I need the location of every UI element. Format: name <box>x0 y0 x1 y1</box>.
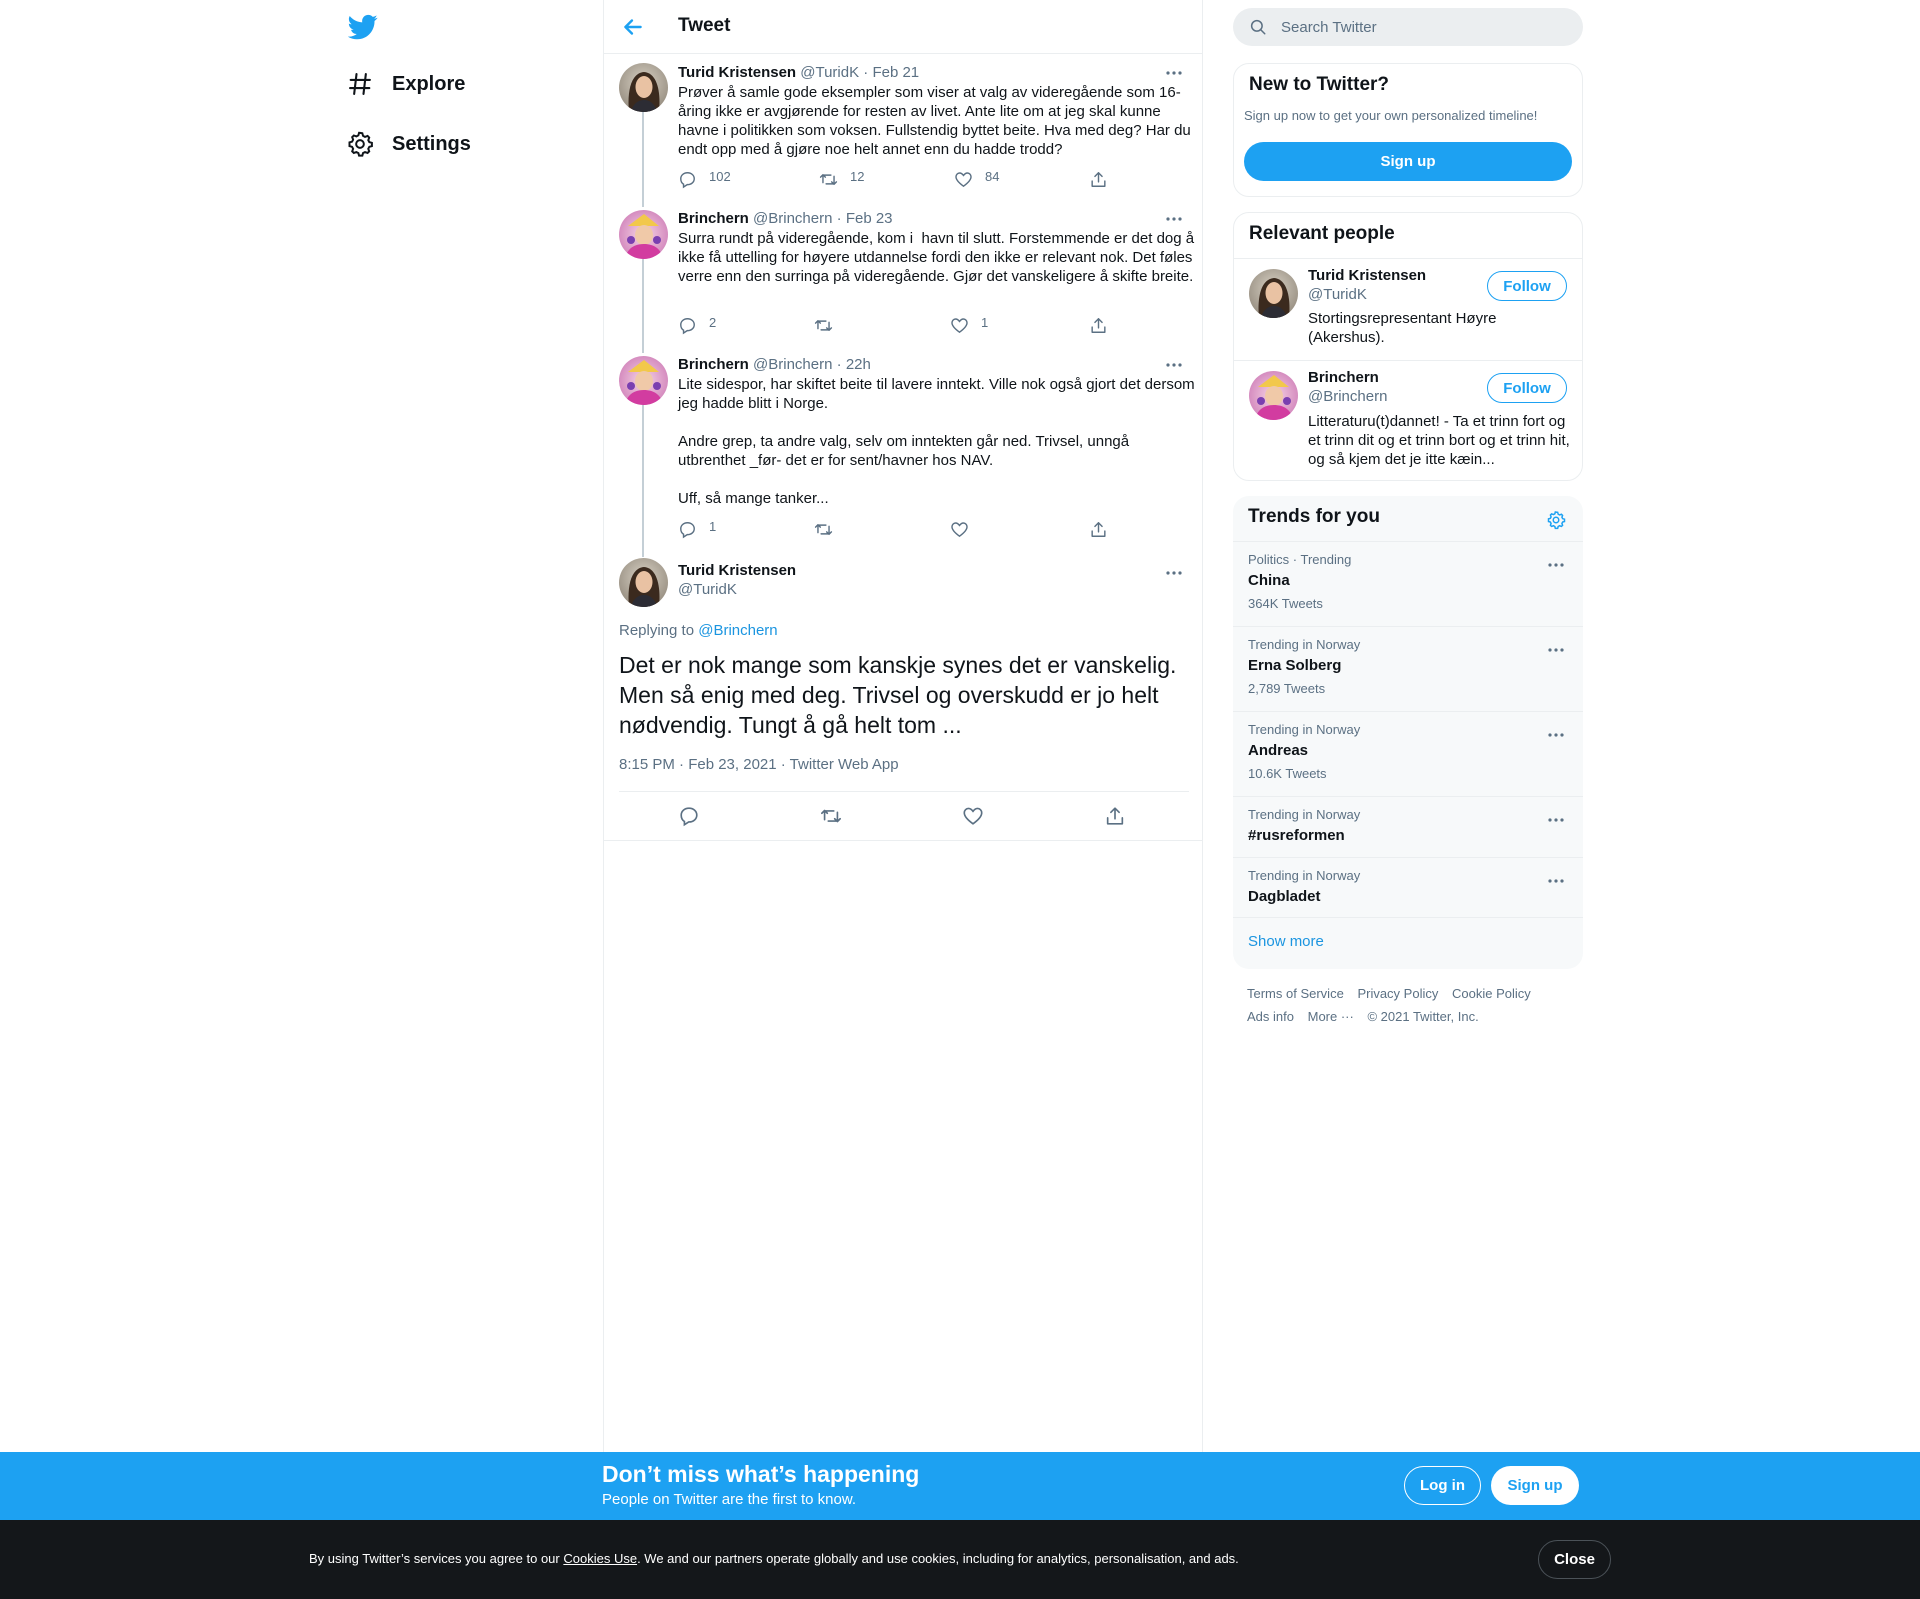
trend-name: Erna Solberg <box>1248 657 1342 674</box>
person-bio: Litteraturu(t)dannet! - Ta et trinn fort og et trinn dit og et trinn bort og et trinn hit, og så kjem det je itte kæin... <box>1308 413 1570 468</box>
thread-line <box>642 344 644 353</box>
person-item[interactable] <box>1234 258 1582 360</box>
hashtag-icon <box>346 70 374 98</box>
more-icon[interactable] <box>1546 813 1566 827</box>
avatar[interactable] <box>1249 269 1298 318</box>
retweet-button[interactable] <box>814 520 845 539</box>
tweet-header <box>678 356 871 373</box>
tweet-actions <box>678 170 1118 192</box>
separator: · <box>836 356 842 373</box>
main-tweet-actions <box>604 791 1203 841</box>
tweet-text: Prøver å samle gode eksempler som viser at valg av videregående som 16-åring ikke er avgjørende for resten av livet. Ante lite om at jeg skal kunne havne i politikken som voksen. Fullstendig byttet beite. Hva med deg? Har du endt opp med å gjøre noe helt annet enn du hadde trodd? <box>678 84 1195 158</box>
tweet-header <box>678 210 893 227</box>
tweet-column <box>603 0 1203 1452</box>
banner-title: Don’t miss what’s happening <box>602 1461 920 1487</box>
retweet-icon <box>814 316 833 335</box>
share-button[interactable] <box>1089 316 1108 335</box>
privacy-link[interactable]: Privacy Policy <box>1357 986 1439 1001</box>
reply-icon[interactable] <box>678 805 700 827</box>
tweet-header <box>678 64 919 81</box>
cookie-bar <box>0 1520 1920 1599</box>
avatar[interactable] <box>619 63 668 112</box>
replying-prefix: Replying to <box>619 622 695 639</box>
tweet-time[interactable]: 22h <box>845 356 871 373</box>
heart-icon <box>954 170 973 189</box>
retweet-button[interactable] <box>819 170 864 189</box>
tweet-meta[interactable]: 8:15 PM · Feb 23, 2021 · Twitter Web App <box>619 756 899 773</box>
trend-name: #rusreformen <box>1248 827 1345 844</box>
author-handle[interactable]: @Brinchern <box>753 210 833 227</box>
trend-context: Trending in Norway <box>1248 637 1361 652</box>
trend-count: 2,789 Tweets <box>1248 681 1326 696</box>
replying-to <box>619 622 778 639</box>
banner-subtitle: People on Twitter are the first to know. <box>602 1491 857 1508</box>
tweet-text: Surra rundt på videregående, kom i havn til slutt. Forstemmende er det dog å ikke få uttelling for høyere utdannelse fordi den ikke er relevant nok. Det føles verre enn den surringa på videregående. Gjør det vanskeligere å skifte breite. <box>678 230 1199 285</box>
share-icon <box>1089 170 1108 189</box>
author-handle[interactable]: @TuridK <box>800 64 860 81</box>
signup-banner <box>0 1452 1920 1520</box>
thread-line <box>642 198 644 207</box>
retweet-button[interactable] <box>814 316 845 335</box>
avatar[interactable] <box>619 210 668 259</box>
more-icon[interactable] <box>1546 874 1566 888</box>
tweet-actions <box>678 520 1118 542</box>
reply-icon <box>678 316 697 335</box>
thread-line <box>642 112 644 202</box>
share-icon <box>1089 520 1108 539</box>
heart-icon <box>950 520 969 539</box>
main-tweet <box>604 550 1203 840</box>
separator: · <box>863 64 869 81</box>
retweet-icon[interactable] <box>820 805 842 827</box>
trend-context: Trending in Norway <box>1248 807 1361 822</box>
trend-item[interactable] <box>1233 711 1583 796</box>
thread-line <box>642 258 644 346</box>
trend-name: Andreas <box>1248 742 1309 759</box>
tweet-actions <box>678 316 1118 338</box>
trend-context: Politics · Trending <box>1248 552 1352 567</box>
share-button[interactable] <box>1089 170 1108 189</box>
trend-item[interactable] <box>1233 857 1583 917</box>
trend-item[interactable] <box>1233 626 1583 711</box>
replying-to-link[interactable]: @Brinchern <box>698 622 778 639</box>
like-count: 84 <box>985 169 1000 184</box>
share-icon <box>1089 316 1108 335</box>
footer-links <box>1247 1009 1489 1024</box>
more-link[interactable]: More ··· <box>1307 1009 1354 1024</box>
page-title: Tweet <box>678 15 731 36</box>
retweet-icon <box>819 170 838 189</box>
more-icon[interactable] <box>1164 212 1184 226</box>
more-icon[interactable] <box>1546 558 1566 572</box>
footer-links <box>1247 986 1541 1001</box>
avatar[interactable] <box>619 558 668 607</box>
person-handle[interactable]: @TuridK <box>1308 286 1367 303</box>
ads-info-link[interactable]: Ads info <box>1247 1009 1294 1024</box>
heart-icon <box>950 316 969 335</box>
reply-count: 102 <box>709 169 731 184</box>
search-box[interactable] <box>1233 8 1583 46</box>
divider <box>604 840 1203 841</box>
trends-card <box>1233 496 1583 969</box>
divider <box>1233 917 1583 918</box>
like-button[interactable] <box>950 520 981 539</box>
reply-count: 2 <box>709 315 717 330</box>
relevant-people-title: Relevant people <box>1249 223 1395 244</box>
more-icon[interactable] <box>1546 728 1566 742</box>
thread-line <box>642 404 644 552</box>
trend-context: Trending in Norway <box>1248 868 1361 883</box>
thread-line <box>642 548 644 557</box>
share-icon[interactable] <box>1104 805 1126 827</box>
author-handle[interactable]: @TuridK <box>678 581 737 598</box>
nav-settings[interactable] <box>346 124 471 164</box>
reply-button[interactable] <box>678 520 716 539</box>
share-button[interactable] <box>1089 520 1108 539</box>
nav-explore-label: Explore <box>392 72 466 95</box>
search-input[interactable] <box>1281 8 1571 46</box>
trend-name: China <box>1248 572 1290 589</box>
reply-count: 1 <box>709 519 717 534</box>
person-name[interactable]: Turid Kristensen <box>1308 267 1427 284</box>
author-name[interactable]: Brinchern <box>678 356 749 373</box>
gear-icon <box>346 130 374 158</box>
trend-item[interactable] <box>1233 541 1583 626</box>
tweet-time[interactable]: Feb 23 <box>845 210 893 227</box>
trend-name: Dagbladet <box>1248 888 1321 905</box>
follow-button[interactable]: Follow <box>1487 373 1567 403</box>
retweet-icon <box>814 520 833 539</box>
tweet-time[interactable]: Feb 21 <box>872 64 920 81</box>
trend-context: Trending in Norway <box>1248 722 1361 737</box>
column-header <box>604 0 1203 54</box>
avatar[interactable] <box>619 356 668 405</box>
cookie-suffix: . We and our partners operate globally and use cookies, including for analytics, personalisation, and ads. <box>637 1551 1239 1566</box>
separator: · <box>836 210 842 227</box>
twitter-bird-icon[interactable] <box>348 12 378 42</box>
like-count: 1 <box>981 315 989 330</box>
search-icon <box>1249 18 1267 36</box>
copyright: © 2021 Twitter, Inc. <box>1367 1009 1479 1024</box>
reply-icon <box>678 170 697 189</box>
thread-tweet[interactable] <box>604 54 1203 200</box>
more-icon[interactable] <box>1164 66 1184 80</box>
main-tweet-text: Det er nok mange som kanskje synes det er vanskelig. Men så enig med deg. Trivsel og overskudd er jo helt nødvendig. Tungt å gå helt tom ... <box>619 652 1177 738</box>
thread-tweet[interactable] <box>604 346 1203 550</box>
signup-card-desc: Sign up now to get your own personalized timeline! <box>1244 108 1538 123</box>
person-bio: Stortingsrepresentant Høyre (Akershus). <box>1308 310 1497 346</box>
follow-button[interactable]: Follow <box>1487 271 1567 301</box>
person-handle[interactable]: @Brinchern <box>1308 388 1388 405</box>
tweet-text: Lite sidespor, har skiftet beite til lavere inntekt. Ville nok også gjort det dersom jeg hadde blitt i Norge. Andre grep, ta andre valg, selv om inntekten går ned. Trivsel, unngå utbrenthet _før- det er for sent/havner hos NAV. Uff, så mange tanker... <box>678 376 1195 507</box>
arrow-left-icon[interactable] <box>620 14 646 40</box>
author-handle[interactable]: @Brinchern <box>753 356 833 373</box>
cookies-use-link[interactable]: Cookies Use <box>563 1551 638 1566</box>
cookie-text <box>309 1551 1239 1566</box>
trend-count: 364K Tweets <box>1248 596 1323 611</box>
nav-settings-label: Settings <box>392 132 471 155</box>
reply-button[interactable] <box>678 316 716 335</box>
trend-item[interactable] <box>1233 796 1583 857</box>
login-button[interactable]: Log in <box>1404 1466 1481 1505</box>
signup-card-title: New to Twitter? <box>1249 74 1390 95</box>
more-icon[interactable] <box>1546 643 1566 657</box>
like-button[interactable] <box>950 316 988 335</box>
trend-count: 10.6K Tweets <box>1248 766 1327 781</box>
reply-icon <box>678 520 697 539</box>
more-icon[interactable] <box>1164 358 1184 372</box>
gear-icon[interactable] <box>1546 510 1566 530</box>
person-item[interactable] <box>1234 360 1582 481</box>
author-name[interactable]: Turid Kristensen <box>678 562 797 579</box>
show-more-link[interactable]: Show more <box>1248 933 1324 950</box>
more-icon[interactable] <box>1164 566 1184 580</box>
reply-button[interactable] <box>678 170 731 189</box>
thread-tweet[interactable] <box>604 200 1203 346</box>
trends-title: Trends for you <box>1248 506 1380 527</box>
person-name[interactable]: Brinchern <box>1308 369 1379 386</box>
nav-explore[interactable] <box>346 64 465 104</box>
terms-link[interactable]: Terms of Service <box>1247 986 1344 1001</box>
signup-card <box>1233 63 1583 197</box>
like-button[interactable] <box>954 170 999 189</box>
signup-button[interactable]: Sign up <box>1244 142 1572 181</box>
relevant-people-card <box>1233 212 1583 481</box>
avatar[interactable] <box>1249 371 1298 420</box>
close-button[interactable]: Close <box>1538 1540 1611 1579</box>
cookie-prefix: By using Twitter’s services you agree to our <box>309 1551 564 1566</box>
author-name[interactable]: Turid Kristensen <box>678 64 797 81</box>
retweet-count: 12 <box>850 169 865 184</box>
banner-signup-button[interactable]: Sign up <box>1491 1466 1579 1505</box>
author-name[interactable]: Brinchern <box>678 210 749 227</box>
cookie-policy-link[interactable]: Cookie Policy <box>1451 986 1531 1001</box>
heart-icon[interactable] <box>962 805 984 827</box>
